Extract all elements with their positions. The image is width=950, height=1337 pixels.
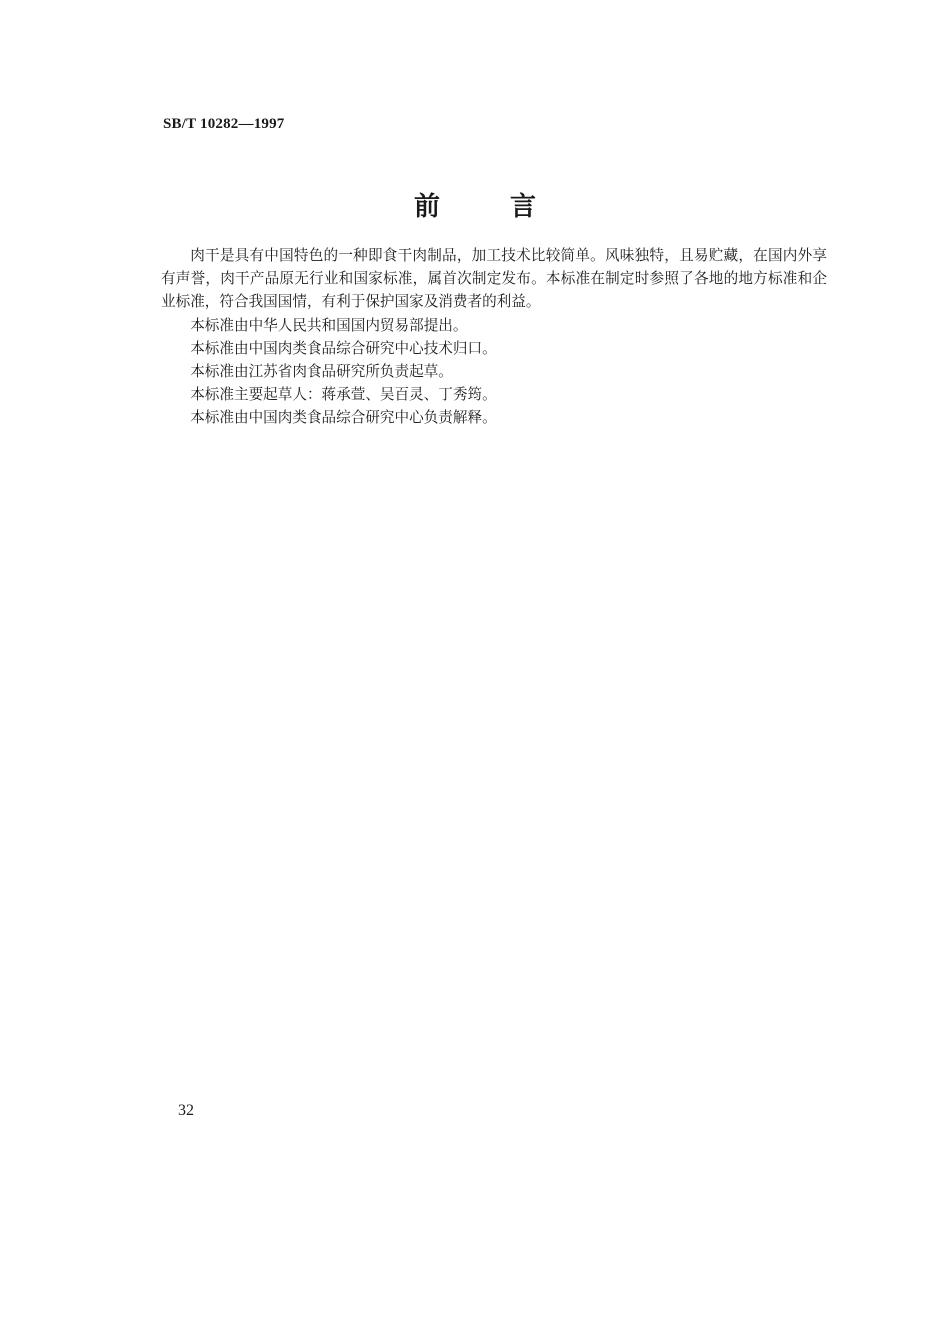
section-title bbox=[0, 186, 950, 223]
paragraph-interpretation: 本标准由中国肉类食品综合研究中心负责解释。 bbox=[190, 409, 497, 427]
standard-code: SB/T 10282—1997 bbox=[163, 116, 285, 132]
paragraph-drafting-unit: 本标准由江苏省肉食品研究所负责起草。 bbox=[190, 363, 453, 381]
foreword-body bbox=[161, 244, 827, 430]
page-number: 32 bbox=[178, 1102, 194, 1119]
paragraph-intro: 肉干是具有中国特色的一种即食干肉制品，加工技术比较简单。风味独特，且易贮藏，在国内外享有声誉，肉干产品原无行业和国家标准，属首次制定发布。本标准在制定时参照了各地的地方标准和企业标准，符合我国国情，有利于保护国家及消费者的利益。 bbox=[161, 247, 827, 311]
section-title-char: 言 bbox=[510, 192, 537, 222]
paragraph-administrator: 本标准由中国肉类食品综合研究中心技术归口。 bbox=[190, 339, 497, 357]
section-title-char: 前 bbox=[413, 192, 440, 222]
paragraph-drafters: 本标准主要起草人：蒋承萱、吴百灵、丁秀筠。 bbox=[190, 386, 497, 404]
paragraph-proposer: 本标准由中华人民共和国国内贸易部提出。 bbox=[190, 316, 468, 334]
